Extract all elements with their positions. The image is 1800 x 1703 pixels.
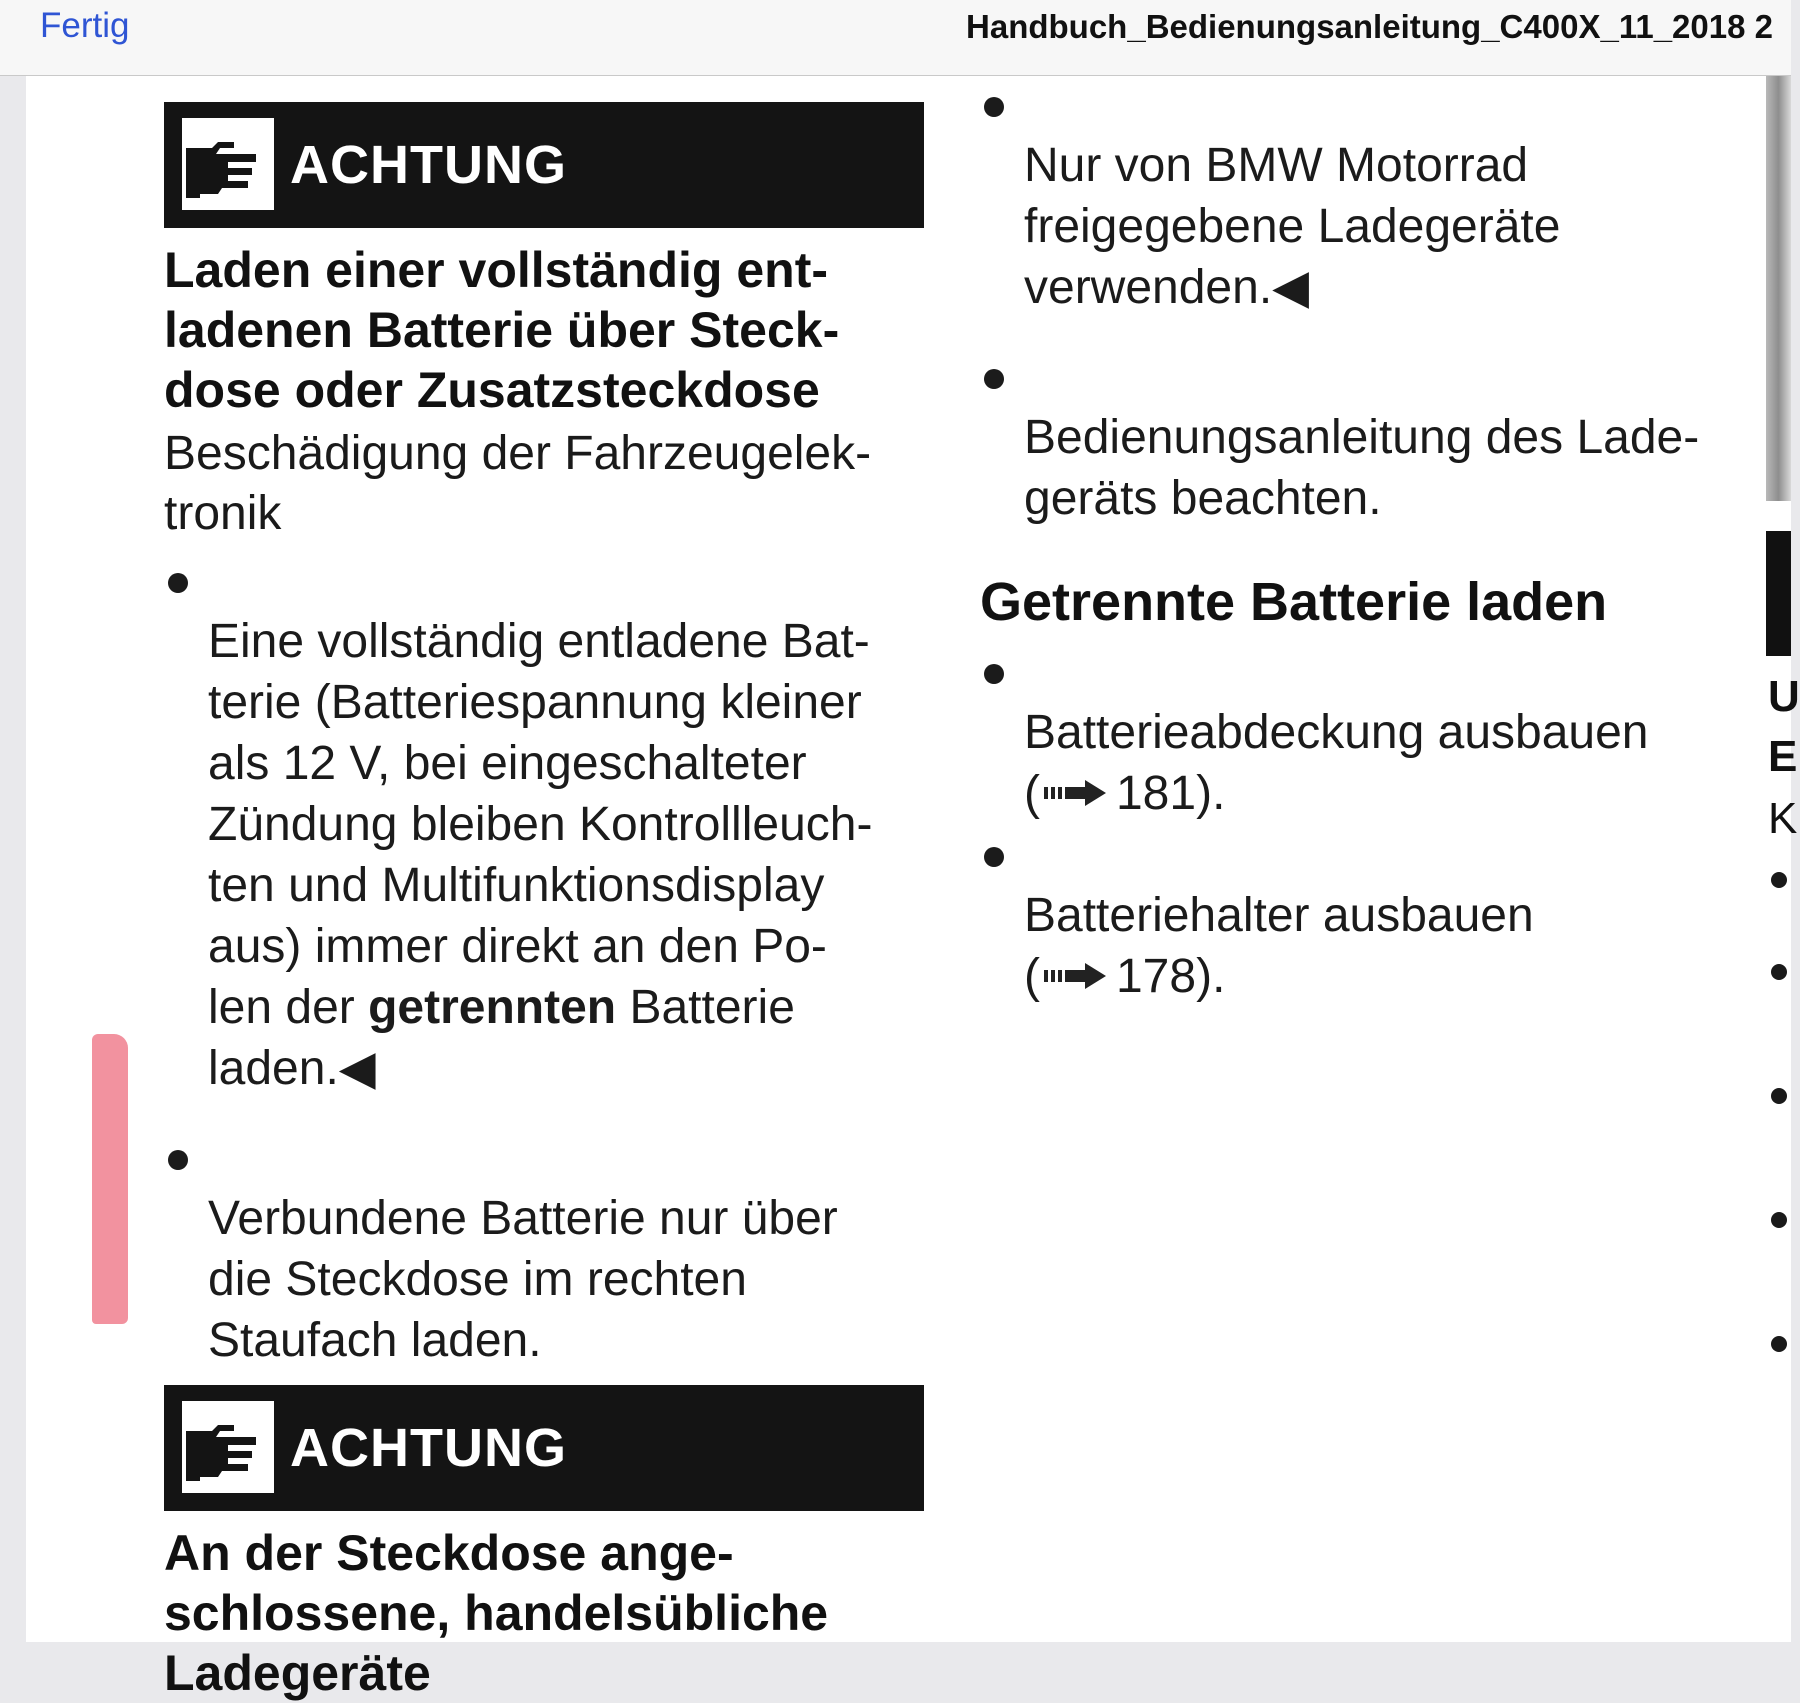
ref-close: ). [1196, 950, 1226, 1003]
page-reference-arrow-icon [1044, 778, 1110, 808]
warning-label: ACHTUNG [290, 135, 567, 195]
right-column [980, 76, 1760, 1007]
list-item [164, 1127, 934, 1371]
next-page-banner [1766, 531, 1791, 656]
bullet-dot [168, 573, 188, 593]
section-heading: Getrennte Batterie laden [980, 572, 1608, 632]
bullet-text: Nur von BMW Motorrad freigegebene Ladegeräte verwenden.◀ [1024, 139, 1561, 314]
bullet-dot [1771, 872, 1787, 888]
left-column [164, 102, 934, 1703]
bullet-text: Verbundene Batterie nur über die Steckdose im rechten Staufach laden. [208, 1192, 838, 1367]
bullet-dot [1771, 1212, 1787, 1228]
page-reference-arrow-icon [1044, 961, 1110, 991]
peek-letter: E [1768, 732, 1798, 781]
bullet-dot [1771, 1336, 1787, 1352]
list-item [980, 824, 1760, 1007]
warning-banner-2 [164, 1385, 924, 1511]
ref-close: ). [1196, 767, 1226, 820]
continued-bullet-list [980, 74, 1760, 529]
warning-heading-2: An der Steckdose ange- schlossene, handelsübliche Ladegeräte [164, 1525, 829, 1701]
step-list [980, 641, 1760, 1007]
bullet-dot [1771, 1088, 1787, 1104]
bullet-text-before: Eine vollständig entladene Bat- terie (Batteriespannung kleiner als 12 V, bei eingeschalteter Zündung bleiben Kontrollleuch- ten und Multifunktionsdisplay aus) immer direkt an den Po- len der [208, 615, 873, 1034]
pointing-hand-icon [182, 118, 274, 210]
next-page-photo [1766, 76, 1791, 501]
peek-letter: K [1768, 794, 1798, 843]
list-item [980, 74, 1760, 318]
bullet-dot [984, 97, 1004, 117]
bullet-dot [1771, 964, 1787, 980]
peek-letter: U [1768, 672, 1800, 721]
done-button[interactable]: Fertig [40, 6, 130, 45]
document-title: Handbuch_Bedienungsanleitung_C400X_11_2018 2 [966, 8, 1773, 45]
page-reference[interactable]: 181 [1115, 767, 1197, 820]
bullet-dot [984, 664, 1004, 684]
bullet-emphasis: getrennten [368, 981, 617, 1034]
bullet-text-after: Batterie laden.◀ [208, 981, 795, 1095]
next-page-peek[interactable] [1766, 76, 1800, 1642]
list-item [980, 346, 1760, 529]
list-item [980, 641, 1760, 824]
manual-page [26, 76, 1766, 1701]
bullet-dot [984, 847, 1004, 867]
bullet-text: Bedienungsanleitung des Lade- geräts beachten. [1024, 411, 1700, 525]
pointing-hand-icon [182, 1401, 274, 1493]
bullet-dot [984, 369, 1004, 389]
list-item [164, 550, 934, 1099]
top-toolbar [0, 0, 1791, 76]
ref-open: ( [1024, 767, 1040, 820]
step-text: Batterieabdeckung ausbauen [1024, 706, 1649, 759]
warning-label: ACHTUNG [290, 1418, 567, 1478]
step-text: Batteriehalter ausbauen [1024, 889, 1534, 942]
ref-open: ( [1024, 950, 1040, 1003]
page-reference[interactable]: 178 [1115, 950, 1197, 1003]
warning-subtitle: Beschädigung der Fahrzeugelek- tronik [164, 427, 872, 540]
warning-banner-1 [164, 102, 924, 228]
warning-bullet-list [164, 550, 934, 1371]
bullet-dot [168, 1150, 188, 1170]
warning-heading-1: Laden einer vollständig ent- ladenen Batterie über Steck- dose oder Zusatzsteckdose [164, 242, 840, 418]
highlight-annotation[interactable] [92, 1034, 128, 1324]
